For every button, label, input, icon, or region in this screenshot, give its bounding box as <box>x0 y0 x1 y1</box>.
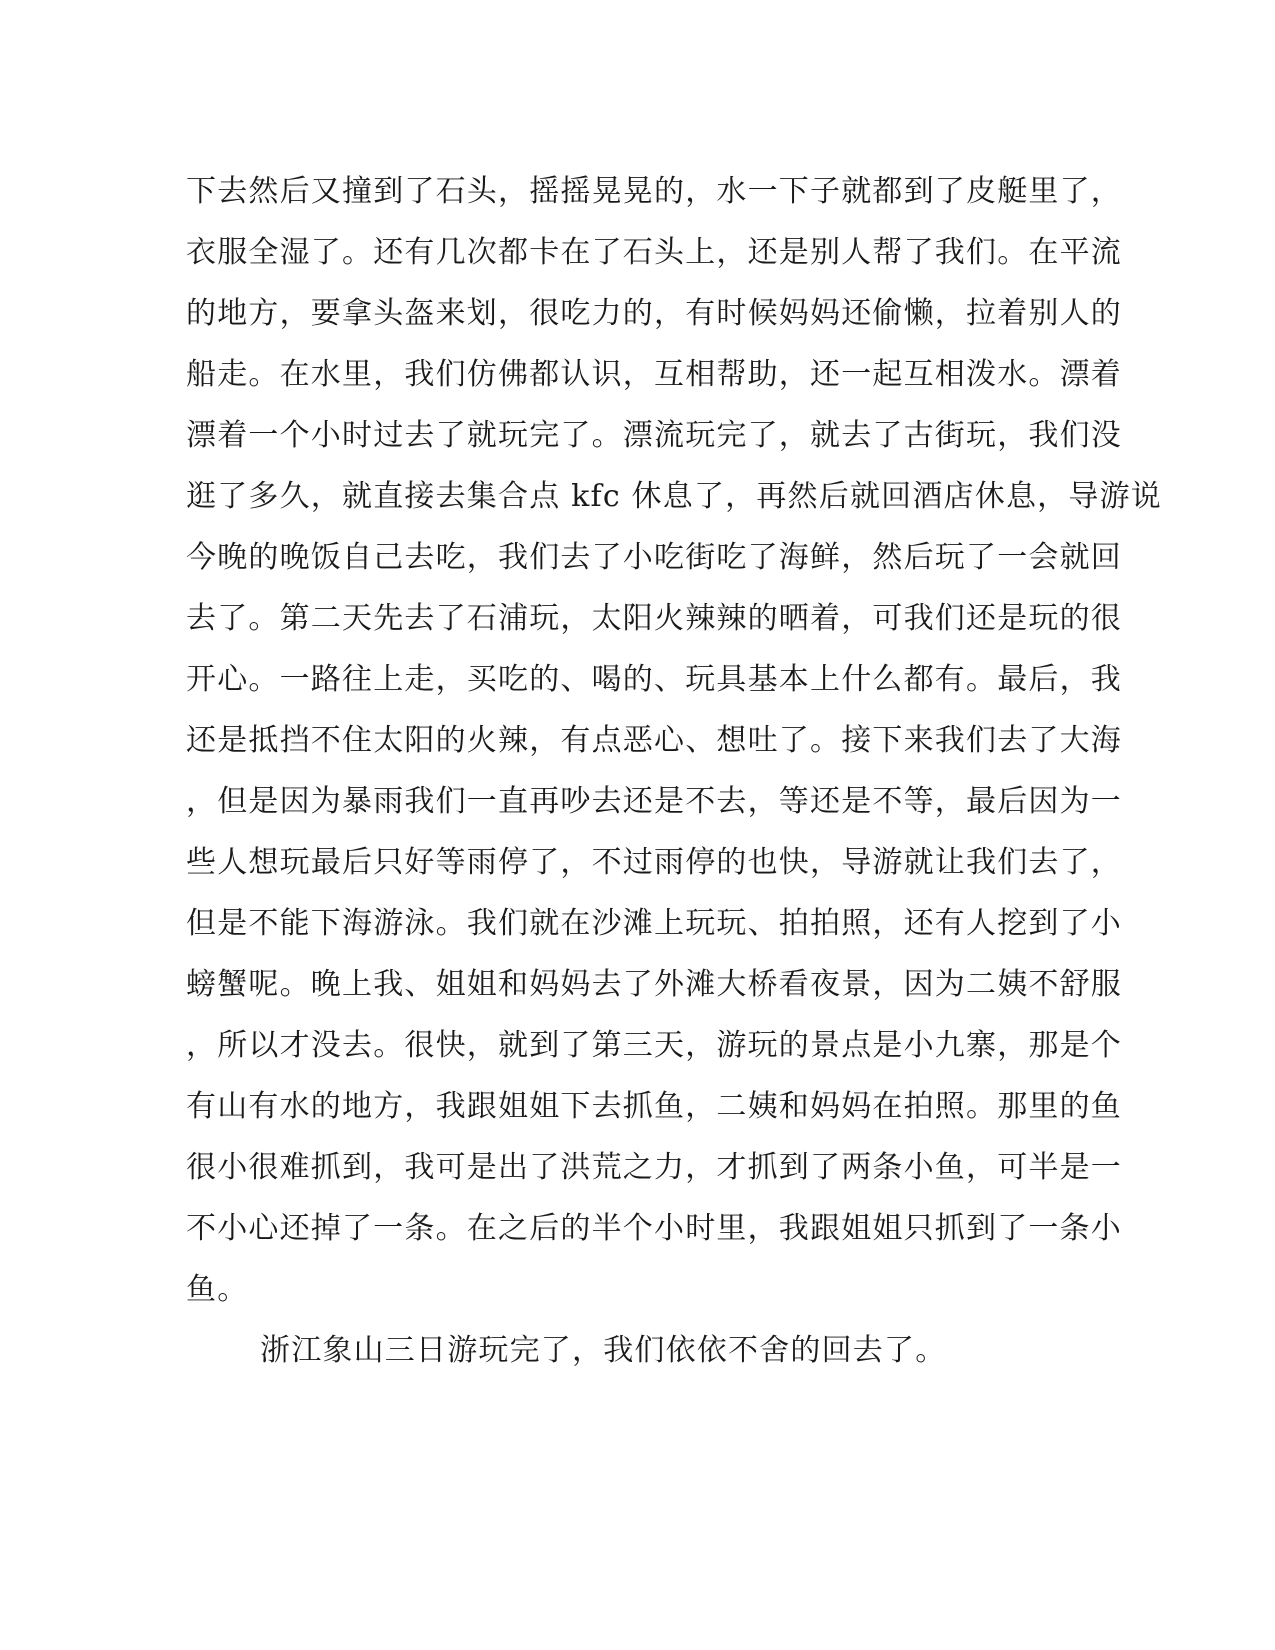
text-line: 螃蟹呢。晚上我、姐姐和妈妈去了外滩大桥看夜景，因为二姨不舒服 <box>186 967 1122 1002</box>
text-line: 但是不能下海游泳。我们就在沙滩上玩玩、拍拍照，还有人挖到了小 <box>186 906 1122 941</box>
document-body <box>186 161 1162 1381</box>
text-line: ，但是因为暴雨我们一直再吵去还是不去，等还是不等，最后因为一 <box>186 784 1122 819</box>
text-line: 不小心还掉了一条。在之后的半个小时里，我跟姐姐只抓到了一条小 <box>186 1211 1122 1246</box>
text-line: 船走。在水里，我们仿佛都认识，互相帮助，还一起互相泼水。漂着 <box>186 357 1122 392</box>
text-line: 浙江象山三日游玩完了，我们依依不舍的回去了。 <box>260 1333 947 1368</box>
text-line: 些人想玩最后只好等雨停了，不过雨停的也快，导游就让我们去了， <box>186 845 1122 880</box>
text-line: 去了。第二天先去了石浦玩，太阳火辣辣的晒着，可我们还是玩的很 <box>186 601 1122 636</box>
text-line: 还是抵挡不住太阳的火辣，有点恶心、想吐了。接下来我们去了大海 <box>186 723 1122 758</box>
text-line: 漂着一个小时过去了就玩完了。漂流玩完了，就去了古街玩，我们没 <box>186 418 1122 453</box>
text-line: 很小很难抓到，我可是出了洪荒之力，才抓到了两条小鱼，可半是一 <box>186 1150 1122 1185</box>
paragraph <box>186 161 1162 1320</box>
paragraph <box>186 1320 1066 1381</box>
text-line: 逛了多久，就直接去集合点 kfc 休息了，再然后就回酒店休息，导游说 <box>186 479 1162 514</box>
text-line: ，所以才没去。很快，就到了第三天，游玩的景点是小九寨，那是个 <box>186 1028 1122 1063</box>
text-line: 有山有水的地方，我跟姐姐下去抓鱼，二姨和妈妈在拍照。那里的鱼 <box>186 1089 1122 1124</box>
text-line: 鱼。 <box>186 1272 249 1307</box>
text-line: 下去然后又撞到了石头，摇摇晃晃的，水一下子就都到了皮艇里了， <box>186 174 1122 209</box>
text-line: 开心。一路往上走，买吃的、喝的、玩具基本上什么都有。最后，我 <box>186 662 1122 697</box>
text-line: 的地方，要拿头盔来划，很吃力的，有时候妈妈还偷懒，拉着别人的 <box>186 296 1122 331</box>
text-line: 今晚的晚饭自己去吃，我们去了小吃街吃了海鲜，然后玩了一会就回 <box>186 540 1122 575</box>
text-line: 衣服全湿了。还有几次都卡在了石头上，还是别人帮了我们。在平流 <box>186 235 1122 270</box>
